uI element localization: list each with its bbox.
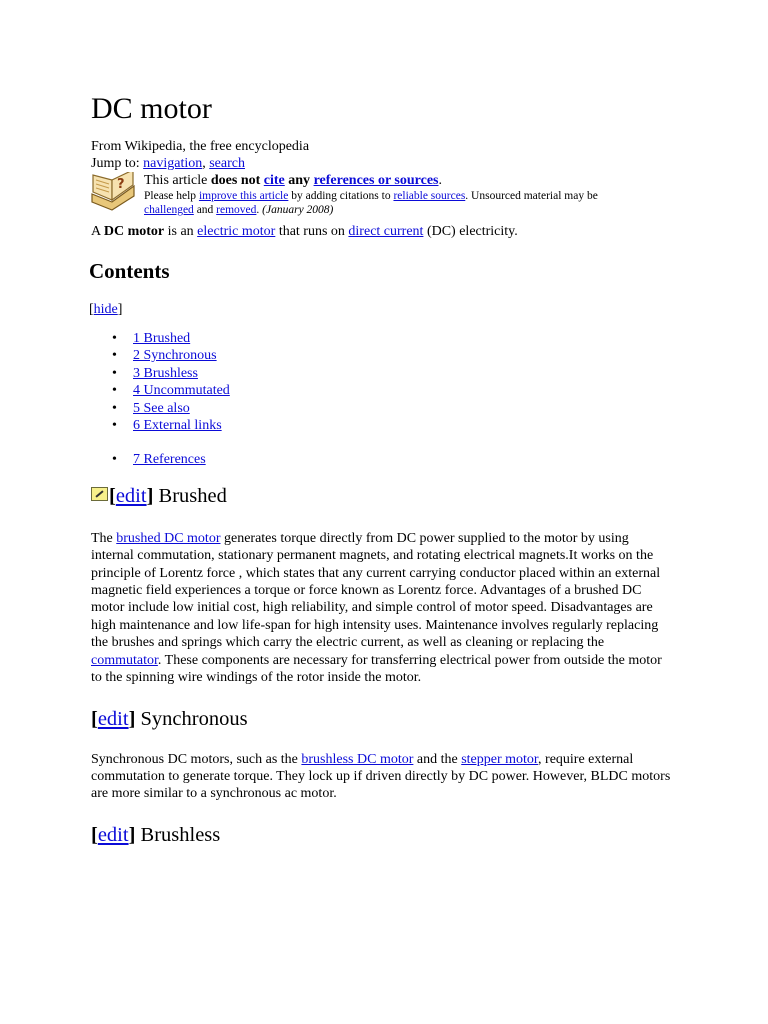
bracket: [ bbox=[109, 484, 116, 507]
paragraph-text: . These components are necessary for transferring electrical power from outside the motor to the spinning wire windings of the rotor inside the motor. bbox=[91, 652, 662, 686]
jump-to-navigation-link[interactable]: navigation bbox=[143, 156, 203, 171]
notice-date: (January 2008) bbox=[262, 204, 334, 216]
section-title: Synchronous bbox=[135, 707, 248, 730]
intro-bold: DC motor bbox=[103, 224, 165, 239]
notice-text: by adding citations to bbox=[288, 190, 394, 202]
synchronous-paragraph bbox=[91, 751, 671, 803]
cite-link[interactable]: cite bbox=[263, 173, 285, 188]
toc-item bbox=[91, 400, 671, 417]
edit-link-brushless[interactable]: edit bbox=[97, 823, 129, 846]
unreferenced-notice bbox=[91, 173, 671, 218]
edit-link-brushed[interactable]: edit bbox=[115, 484, 147, 507]
bracket: ] bbox=[128, 707, 136, 730]
notice-text: and bbox=[193, 204, 217, 216]
toc-item bbox=[91, 347, 671, 364]
section-title: Brushless bbox=[135, 823, 221, 846]
bracket: ] bbox=[117, 302, 123, 317]
section-title: Brushed bbox=[153, 484, 227, 507]
toc-item bbox=[91, 451, 671, 468]
brushed-paragraph bbox=[91, 530, 671, 687]
bracket: ] bbox=[128, 823, 136, 846]
notice-text: This article bbox=[144, 173, 211, 188]
notice-text: . bbox=[438, 173, 442, 188]
notice-text: Please help bbox=[144, 190, 199, 202]
paragraph-text: The bbox=[91, 530, 117, 546]
jump-to bbox=[91, 155, 671, 172]
intro-text: that runs on bbox=[275, 224, 349, 239]
notice-bold: does not bbox=[210, 173, 264, 188]
book-question-icon bbox=[90, 172, 136, 212]
jump-to-search-link[interactable]: search bbox=[209, 156, 245, 171]
toc-link-brushless[interactable]: 3 Brushless bbox=[133, 365, 198, 381]
toc-link-uncommutated[interactable]: 4 Uncommutated bbox=[133, 383, 230, 399]
toc-link-synchronous[interactable]: 2 Synchronous bbox=[133, 348, 217, 364]
toc-title: Contents bbox=[89, 259, 170, 283]
paragraph-text: Synchronous DC motors, such as the bbox=[91, 751, 302, 767]
references-link[interactable]: references or sources bbox=[313, 173, 439, 188]
page-title: DC motor bbox=[91, 92, 212, 125]
intro-paragraph bbox=[91, 223, 671, 240]
brushless-dc-motor-link[interactable]: brushless DC motor bbox=[301, 751, 414, 767]
removed-link[interactable]: removed bbox=[216, 204, 257, 216]
notice-bold: any bbox=[284, 173, 314, 188]
svg-text:?: ? bbox=[117, 177, 125, 192]
paragraph-text: generates torque directly from DC power supplied to the motor by using internal commutation, stationary permanent magnets, and rotating electrical magnets.It works on the principle of Lorentz force , which states that any current carrying conductor placed within an external magnetic field experiences a torque or force known as Lorentz force. Advantages of a brushed DC motor include low initial cost, high reliability, and simple control of motor speed. Disadvantages are high maintenance and low life-span for high intensity uses. Maintenance involves regularly replacing the brushes and springs which carry the electric current, as well as cleaning or replacing the bbox=[91, 530, 661, 651]
electric-motor-link[interactable]: electric motor bbox=[197, 224, 276, 239]
edit-link-synchronous[interactable]: edit bbox=[97, 707, 129, 730]
brushed-dc-motor-link[interactable]: brushed DC motor bbox=[116, 530, 221, 546]
toc-link-brushed[interactable]: 1 Brushed bbox=[133, 331, 191, 346]
edit-pencil-icon[interactable] bbox=[91, 487, 108, 501]
jump-to-separator: , bbox=[202, 156, 210, 171]
notice-line-2 bbox=[144, 189, 671, 203]
bracket: [ bbox=[91, 823, 98, 846]
notice-line-3 bbox=[144, 203, 671, 217]
bracket: [ bbox=[89, 302, 94, 317]
section-synchronous bbox=[91, 707, 671, 803]
toc-list bbox=[91, 330, 671, 469]
section-brushless bbox=[91, 823, 671, 847]
toc-link-external-links[interactable]: 6 External links bbox=[133, 418, 222, 434]
improve-article-link[interactable]: improve this article bbox=[198, 190, 289, 202]
notice-line-1 bbox=[144, 173, 671, 189]
tagline: From Wikipedia, the free encyclopedia bbox=[91, 139, 310, 154]
section-heading-brushed bbox=[91, 484, 671, 508]
reliable-sources-link[interactable]: reliable sources bbox=[393, 190, 466, 202]
paragraph-text: and the bbox=[413, 751, 462, 767]
notice-text: . bbox=[256, 204, 263, 216]
toc-link-see-also[interactable]: 5 See also bbox=[133, 400, 190, 416]
toc-item bbox=[91, 365, 671, 382]
intro-text: (DC) electricity. bbox=[423, 224, 518, 239]
toc-toggle bbox=[89, 302, 671, 318]
notice-text: . Unsourced material may be bbox=[465, 190, 598, 202]
intro-text: is an bbox=[164, 224, 198, 239]
bracket: ] bbox=[146, 484, 154, 507]
toc-item bbox=[91, 382, 671, 399]
jump-to-label: Jump to: bbox=[91, 156, 140, 171]
toc-hide-link[interactable]: hide bbox=[93, 302, 118, 317]
toc-item bbox=[91, 330, 671, 347]
toc-item bbox=[91, 417, 671, 434]
bracket: [ bbox=[91, 707, 98, 730]
intro-text: A bbox=[91, 224, 104, 239]
challenged-link[interactable]: challenged bbox=[144, 204, 194, 216]
section-heading-brushless bbox=[91, 823, 671, 847]
commutator-link[interactable]: commutator bbox=[91, 652, 158, 668]
stepper-motor-link[interactable]: stepper motor bbox=[461, 751, 539, 767]
section-brushed bbox=[91, 484, 671, 687]
toc-link-references[interactable]: 7 References bbox=[133, 452, 206, 468]
paragraph-text: , require external commutation to generate torque. They lock up if driven directly by DC power. However, BLDC motors are more similar to a synchronous ac motor. bbox=[91, 751, 671, 802]
section-heading-synchronous bbox=[91, 707, 671, 731]
direct-current-link[interactable]: direct current bbox=[348, 224, 424, 239]
